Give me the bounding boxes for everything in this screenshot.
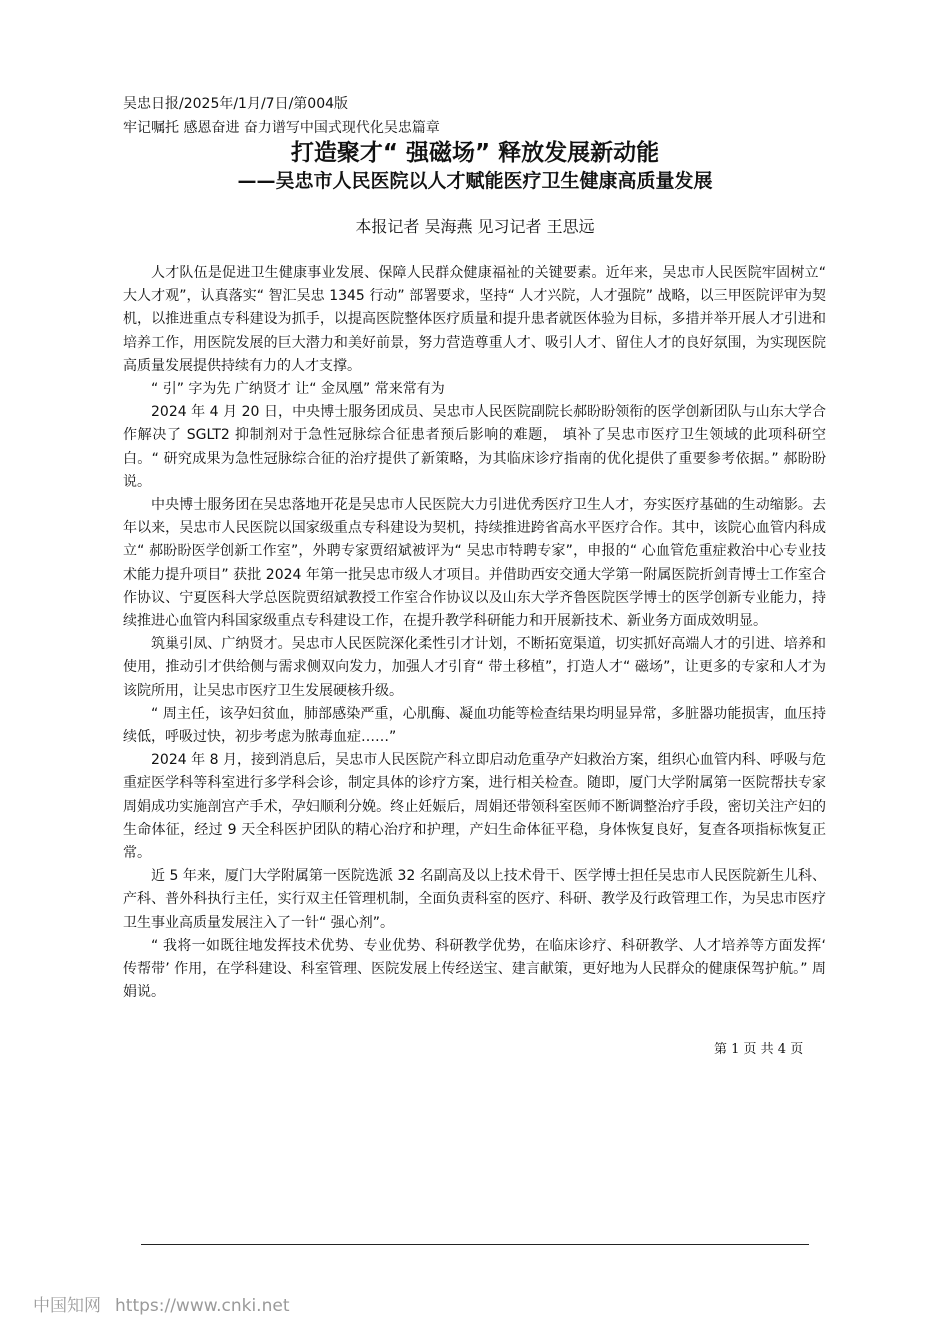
paragraph: “ 我将一如既往地发挥技术优势、专业优势、科研教学优势，在临床诊疗、科研教学、人才培养等方面发挥‘ 传帮带’ 作用，在学科建设、科室管理、医院发展上传经送宝、建言献策，更好地为人民群众的健康保驾护航。” 周娟说。	[123, 937, 826, 1001]
paragraph: “ 周主任，该孕妇贫血，肺部感染严重，心肌酶、凝血功能等检查结果均明显异常，多脏器功能损害，血压持续低，呼吸过快，初步考虑为脓毒血症……”	[123, 705, 826, 746]
footer-watermark	[33, 1294, 289, 1318]
section-heading: “ 引” 字为先 广纳贤才 让“ 金凤凰” 常来常有为	[151, 381, 445, 398]
article-body	[123, 262, 826, 1005]
article-subtitle: ——吴忠市人民医院以人才赋能医疗卫生健康高质量发展	[237, 170, 713, 192]
paragraph: 筑巢引凤、广纳贤才。吴忠市人民医院深化柔性引才计划，不断拓宽渠道，切实抓好高端人才的引进、培养和使用，推动引才供给侧与需求侧双向发力，加强人才引育“ 带土移植”，打造人才“ 磁场”，让更多的专家和人才为该院所用，让吴忠市医疗卫生发展硬核升级。	[123, 636, 826, 699]
source-line: 吴忠日报/2025年/1月/7日/第004版	[123, 96, 349, 112]
column-line: 牢记嘱托 感恩奋进 奋力谱写中国式现代化吴忠篇章	[123, 120, 440, 136]
footer-divider	[141, 1244, 809, 1245]
byline: 本报记者 吴海燕 见习记者 王思远	[355, 217, 595, 236]
footer-url: https://www.cnki.net	[115, 1296, 290, 1316]
paragraph: 中央博士服务团在吴忠落地开花是吴忠市人民医院大力引进优秀医疗卫生人才，夯实医疗基础的生动缩影。去年以来，吴忠市人民医院以国家级重点专科建设为契机，持续推进跨省高水平医疗合作。其中，该院心血管内科成立“ 郝盼盼医学创新工作室”，外聘专家贾绍斌被评为“ 吴忠市特聘专家”，申报的“ 心血管危重症救治中心专业技术能力提升项目” 获批 2024 年第一批吴忠市级人才项目。并借助西安交通大学第一附属医院折剑青博士工作室合作协议、宁夏医科大学总医院贾绍斌教授工作室合作协议以及山东大学齐鲁医院医学博士的医学创新专业能力，持续推进心血管内科国家级重点专科建设工作，在提升教学科研能力和开展新技术、新业务方面成效明显。	[123, 497, 826, 630]
paragraph: 近 5 年来，厦门大学附属第一医院选派 32 名副高及以上技术骨干、医学博士担任吴忠市人民医院新生儿科、产科、普外科执行主任，实行双主任管理机制，全面负责科室的医疗、科研、教学及行政管理工作，为吴忠市医疗卫生事业高质量发展注入了一针“ 强心剂”。	[123, 868, 826, 931]
paragraph: 2024 年 8 月，接到消息后，吴忠市人民医院产科立即启动危重孕产妇救治方案，组织心血管内科、呼吸与危重症医学科等科室进行多学科会诊，制定具体的诊疗方案，进行相关检查。随即，厦门大学附属第一医院帮扶专家周娟成功实施剖宫产手术，孕妇顺利分娩。终止妊娠后，周娟还带领科室医师不断调整治疗手段，密切关注产妇的生命体征，经过 9 天全科医护团队的精心治疗和护理，产妇生命体征平稳，身体恢复良好，复查各项指标恢复正常。	[123, 752, 826, 862]
paragraph: 人才队伍是促进卫生健康事业发展、保障人民群众健康福祉的关键要素。近年来，吴忠市人民医院牢固树立“ 大人才观”，认真落实“ 智汇吴忠 1345 行动” 部署要求，坚持“ 人才兴院，人才强院” 战略，以三甲医院评审为契机，以推进重点专科建设为抓手，以提高医院整体医疗质量和提升患者就医体验为目标，多措并举开展人才引进和培养工作，用医院发展的巨大潜力和美好前景，努力营造尊重人才、吸引人才、留住人才的良好氛围，为实现医院高质量发展提供持续有力的人才支撑。	[123, 265, 826, 374]
page-number: 第 1 页 共 4 页	[714, 1042, 804, 1057]
footer-brand: 中国知网	[33, 1296, 101, 1316]
paragraph: 2024 年 4 月 20 日，中央博士服务团成员、吴忠市人民医院副院长郝盼盼领衔的医学创新团队与山东大学合作解决了 SGLT2 抑制剂对于急性冠脉综合征患者预后影响的难题， 填补了吴忠市医疗卫生领域的此项科研空白。“ 研究成果为急性冠脉综合征的治疗提供了新策略，为其临床诊疗指南的优化提供了重要参考依据。” 郝盼盼说。	[123, 404, 826, 490]
article-title: 打造聚才“ 强磁场” 释放发展新动能	[290, 140, 660, 166]
